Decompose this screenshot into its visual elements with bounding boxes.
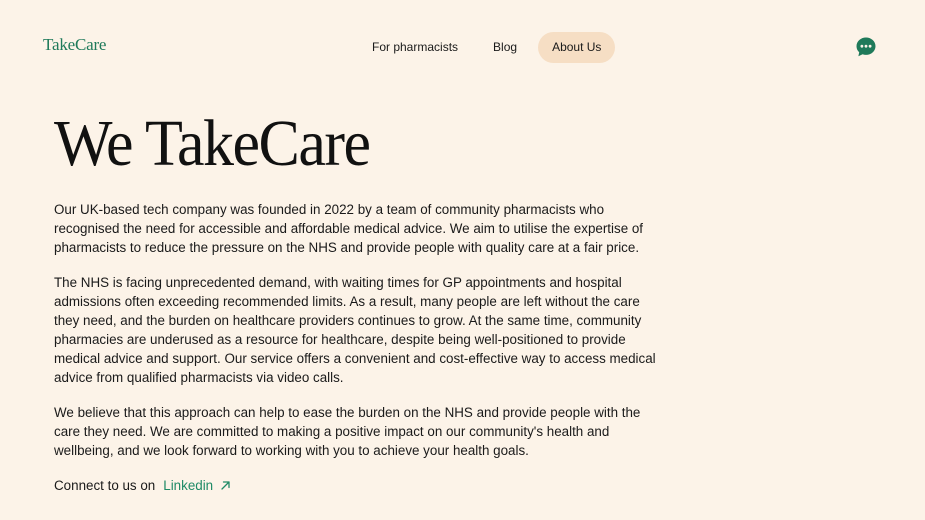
- takecare-logo[interactable]: TakeCare: [43, 35, 107, 54]
- nav-item-for-pharmacists[interactable]: For pharmacists: [372, 40, 459, 54]
- connect-text: Connect to us on: [54, 478, 156, 493]
- about-content: [54, 108, 664, 493]
- page-title: We TakeCare: [54, 108, 370, 181]
- belief-paragraph: We believe that this approach can help to ease the burden on the NHS and provide people with the care they need. We are committed to making a positive impact on our community's health and wellbeing, and we look forward to working with you to achieve your health goals.: [54, 405, 641, 458]
- intro-paragraph: Our UK-based tech company was founded in 2022 by a team of community pharmacists who recognised the need for accessible and affordable medical advice. We aim to utilise the expertise of pharmacists to reduce the pressure on the NHS and provide people with quality care at a fair price.: [54, 202, 644, 255]
- main-nav: [358, 32, 615, 63]
- connect-row: [54, 476, 231, 495]
- chat-bubble-icon[interactable]: [855, 36, 877, 58]
- linkedin-link[interactable]: [163, 476, 231, 495]
- nhs-paragraph: The NHS is facing unprecedented demand, with waiting times for GP appointments and hospital admissions often exceeding recommended limits. As a result, many people are left without the care they need, and the burden on healthcare providers continues to grow. At the same time, community pharmacies are underused as a resource for healthcare, despite being well-positioned to provide medical advice and support. Our service offers a convenient and cost-effective way to access medical advice from qualified pharmacists via video calls.: [54, 275, 656, 385]
- linkedin-link-label: Linkedin: [163, 478, 214, 493]
- arrow-up-right-icon: [220, 480, 231, 491]
- nav-item-blog[interactable]: Blog: [493, 40, 518, 54]
- nav-item-about-us[interactable]: About Us: [538, 32, 615, 63]
- chat-bubble-icon-svg: [855, 36, 877, 58]
- top-navigation-bar: [0, 0, 925, 94]
